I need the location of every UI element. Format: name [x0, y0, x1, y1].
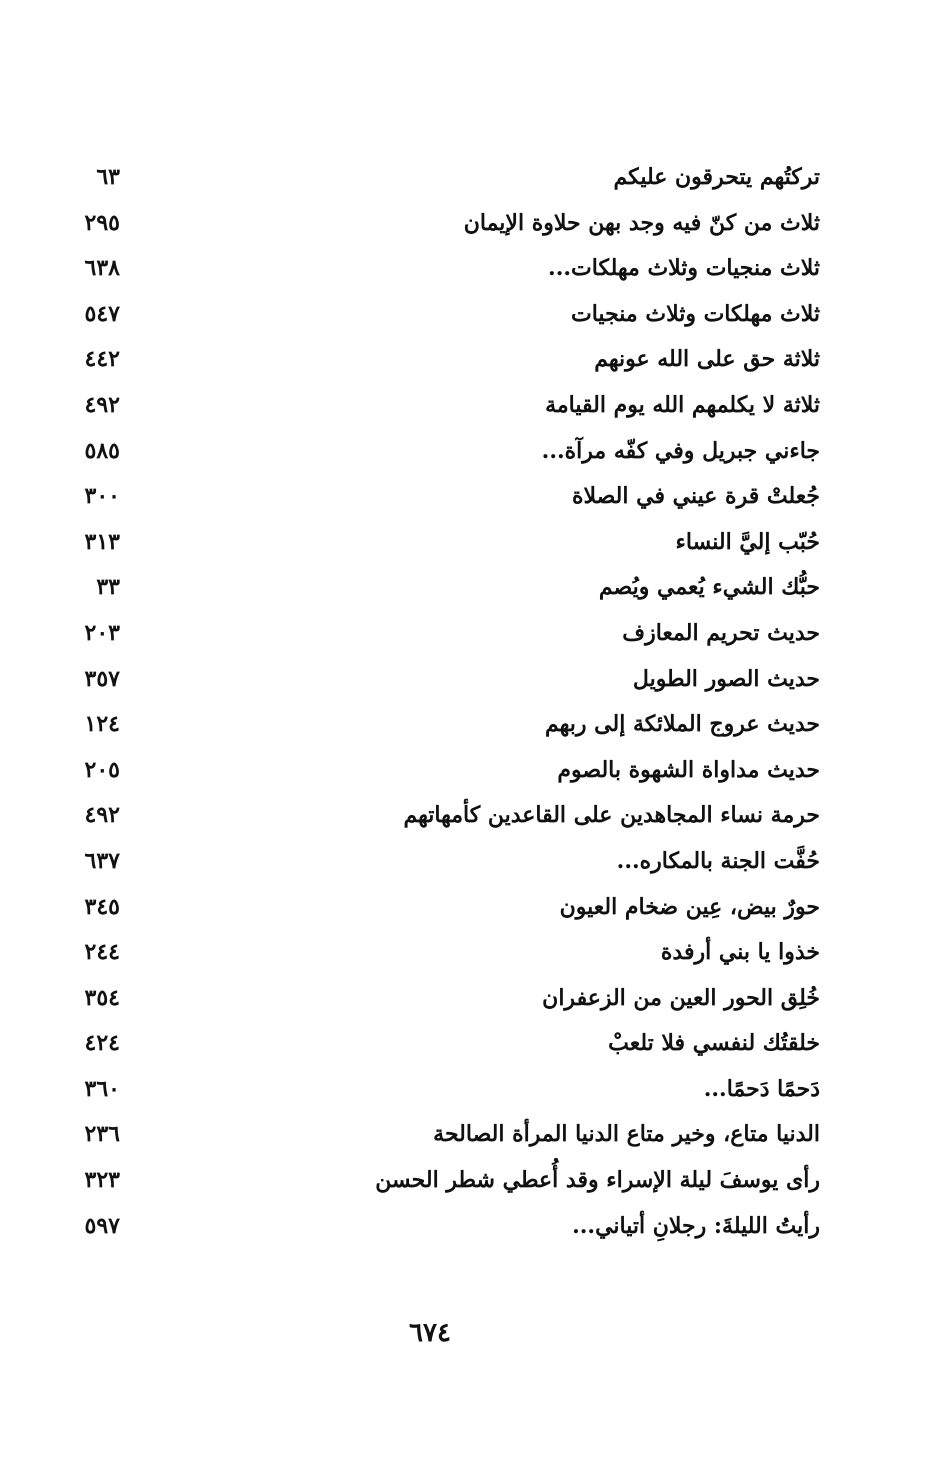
entry-text: ثلاثة حق على الله عونهم — [594, 346, 820, 373]
page-number: ٦٧٤ — [409, 1318, 451, 1348]
entry-page-ref: ٢٩٥ — [84, 209, 120, 236]
index-entry — [60, 793, 820, 839]
index-entry — [60, 1158, 820, 1204]
entry-text: خلقتُك لنفسي فلا تلعبْ — [608, 1030, 820, 1057]
entry-page-ref: ٤٩٢ — [84, 802, 120, 829]
index-entry — [60, 1204, 820, 1250]
entry-page-ref: ٦٣٨ — [84, 255, 120, 282]
entry-page-ref: ٤٤٢ — [84, 346, 120, 373]
entry-text: ثلاث منجيات وثلاث مهلكات... — [548, 255, 820, 282]
entry-text: خُلِق الحور العين من الزعفران — [542, 984, 820, 1011]
entry-text: رأى يوسفَ ليلة الإسراء وقد أُعطي شطر الحسن — [375, 1167, 820, 1194]
entry-text: حبُّك الشيء يُعمي ويُصم — [598, 574, 820, 601]
entry-page-ref: ٥٤٧ — [84, 300, 120, 327]
entry-text: الدنيا متاع، وخير متاع الدنيا المرأة الصالحة — [433, 1121, 820, 1148]
entry-text: حُفَّت الجنة بالمكاره... — [616, 847, 820, 874]
index-entry — [60, 429, 820, 475]
index-entry — [60, 292, 820, 338]
index-entry — [60, 885, 820, 931]
entry-page-ref: ٦٣ — [96, 164, 120, 190]
entry-page-ref: ٢٣٦ — [84, 1121, 120, 1148]
entry-page-ref: ١٢٤ — [84, 711, 120, 738]
entry-page-ref: ٣٥٤ — [84, 984, 120, 1011]
index-entry — [60, 657, 820, 703]
index-entry — [60, 702, 820, 748]
index-entry — [60, 474, 820, 520]
entry-page-ref: ٤٩٢ — [84, 391, 120, 418]
entry-text: حورٌ بيض، عِين ضخام العيون — [559, 893, 820, 920]
index-entry — [60, 1067, 820, 1113]
entry-page-ref: ٣٣ — [96, 574, 120, 601]
index-entry — [60, 565, 820, 611]
index-entry — [60, 520, 820, 566]
index-entry — [60, 748, 820, 794]
index-entry — [60, 611, 820, 657]
entry-text: ثلاثة لا يكلمهم الله يوم القيامة — [545, 391, 820, 418]
entry-page-ref: ٥٩٧ — [84, 1212, 120, 1239]
entry-page-ref: ٣١٣ — [84, 528, 120, 555]
entry-page-ref: ٢٠٣ — [84, 619, 120, 646]
entry-text: ثلاث من كنّ فيه وجد بهن حلاوة الإيمان — [463, 209, 820, 236]
entry-page-ref: ٥٨٥ — [84, 437, 120, 464]
entry-text: رأيتُ الليلةَ: رجلانِ أتياني... — [572, 1212, 820, 1239]
index-entry — [60, 1112, 820, 1158]
index-entry — [60, 246, 820, 292]
entry-text: حرمة نساء المجاهدين على القاعدين كأمهاتهم — [403, 802, 820, 829]
index-entry — [60, 930, 820, 976]
index-entry — [60, 155, 820, 201]
index-entry — [60, 201, 820, 247]
entry-text: حُبّب إليَّ النساء — [675, 528, 820, 555]
entry-text: دَحمًا دَحمًا... — [703, 1075, 820, 1102]
entry-text: حديث تحريم المعازف — [622, 619, 820, 646]
entry-page-ref: ٤٢٤ — [84, 1030, 120, 1057]
entry-page-ref: ٣٤٥ — [84, 893, 120, 920]
entry-text: ثلاث مهلكات وثلاث منجيات — [571, 300, 820, 327]
index-entry — [60, 337, 820, 383]
entry-page-ref: ٣٥٧ — [84, 665, 120, 692]
entry-text: تركتُهم يتحرقون عليكم — [613, 164, 820, 190]
entry-page-ref: ٣٦٠ — [84, 1075, 120, 1102]
hadith-index-list — [60, 155, 820, 1249]
entry-text: جُعلتْ قرة عيني في الصلاة — [571, 483, 820, 510]
index-entry — [60, 976, 820, 1022]
entry-text: جاءني جبريل وفي كفّه مرآة... — [541, 437, 820, 464]
entry-page-ref: ٦٣٧ — [84, 847, 120, 874]
entry-page-ref: ٢٤٤ — [84, 939, 120, 966]
index-entry — [60, 383, 820, 429]
index-entry — [60, 839, 820, 885]
entry-page-ref: ٢٠٥ — [84, 756, 120, 783]
index-entry — [60, 1021, 820, 1067]
entry-text: حديث مداواة الشهوة بالصوم — [557, 756, 820, 783]
entry-text: حديث عروج الملائكة إلى ربهم — [544, 711, 820, 738]
entry-text: حديث الصور الطويل — [632, 665, 820, 692]
entry-text: خذوا يا بني أرفدة — [660, 939, 820, 966]
entry-page-ref: ٣٠٠ — [84, 483, 120, 510]
entry-page-ref: ٣٢٣ — [84, 1167, 120, 1194]
